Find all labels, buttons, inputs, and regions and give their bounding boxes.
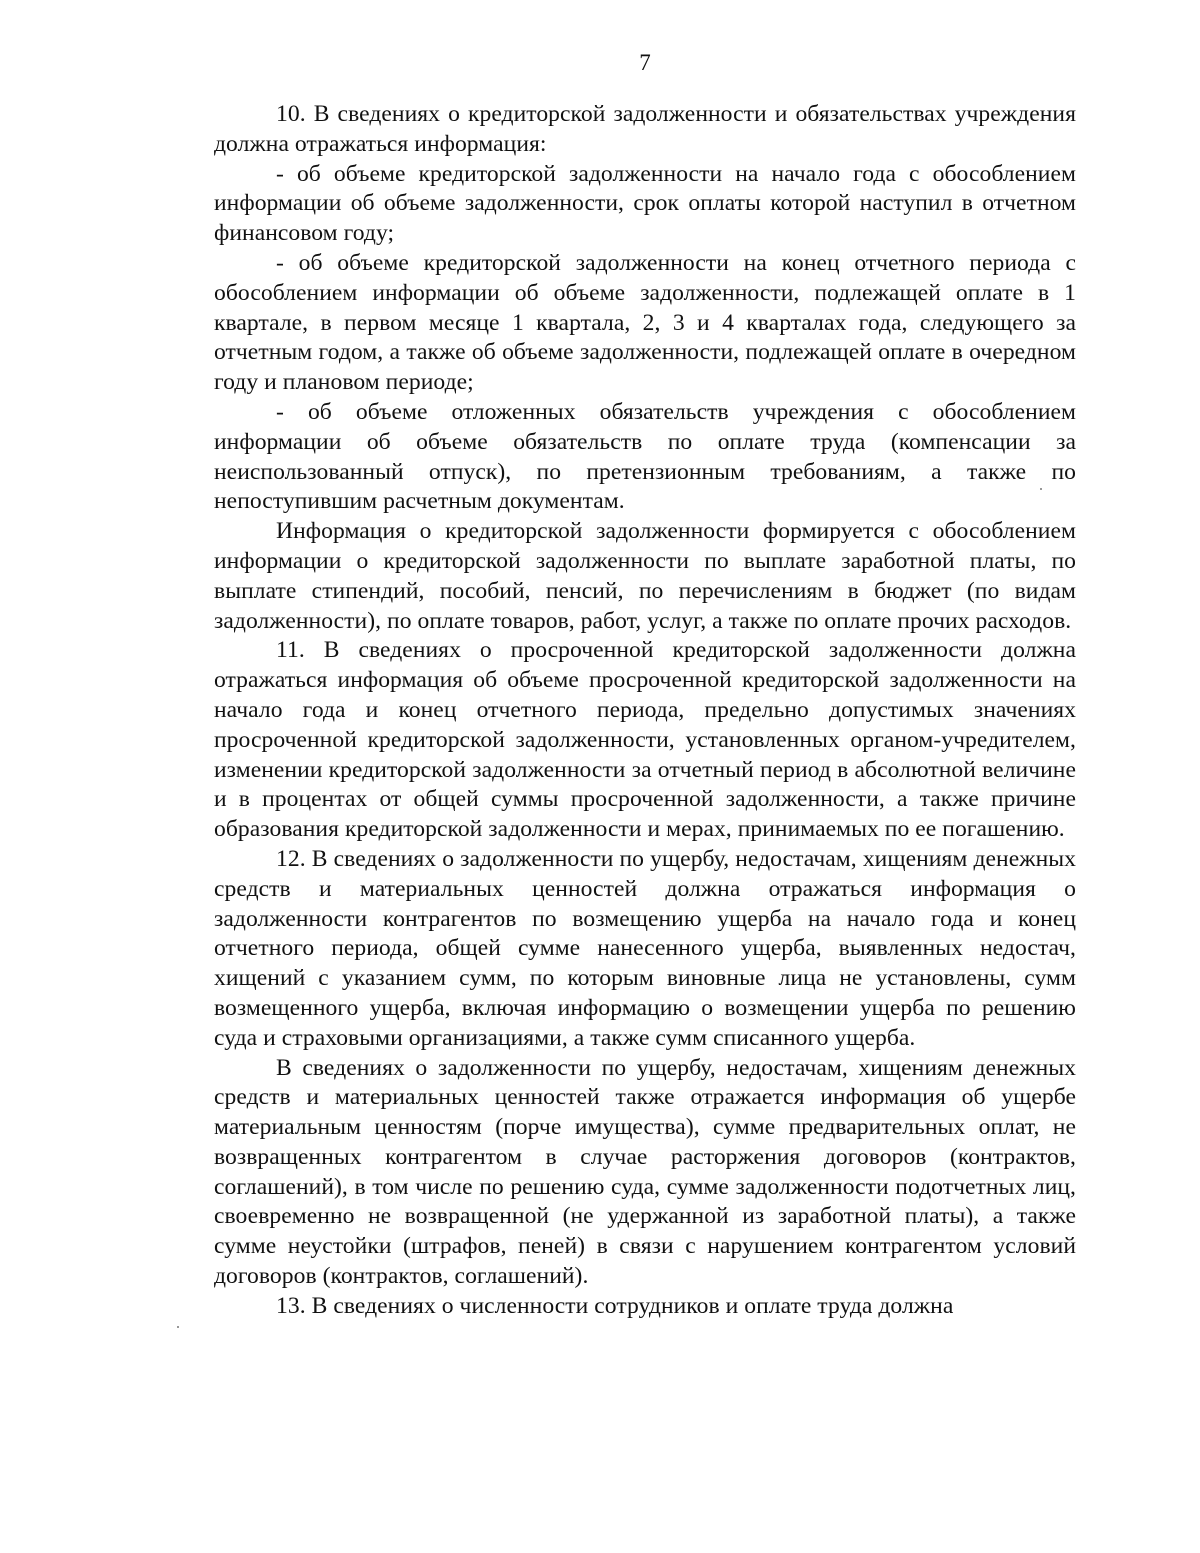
- paragraph-11: 11. В сведениях о просроченной кредиторской задолженности должна отражаться информация об объеме просроченной кредиторской задолженности на начало года и конец отчетного периода, предельно допустимых значениях просроченной кредиторской задолженности, установленных органом-учредителем, изменении кредиторской задолженности за отчетный период в абсолютной величине и в процентах от общей суммы просроченной задолженности, а также причине образования кредиторской задолженности и мерах, принимаемых по ее погашению.: [214, 637, 1076, 843]
- scan-speck: [177, 1326, 179, 1328]
- paragraph-10-item-end-of-period: - об объеме кредиторской задолженности на конец отчетного периода с обособлением информации об объеме задолженности, подлежащей оплате в 1 квартале, в первом месяце 1 квартала, 2, 3 и 4 кварталах года, следующего за отчетным годом, а также об объеме задолженности, подлежащей оплате в очередном году и плановом периоде;: [214, 249, 1076, 396]
- paragraph-10-item-start-of-year: - об объеме кредиторской задолженности на начало года с обособлением информации об объеме задолженности, срок оплаты которой наступил в отчетном финансовом году;: [214, 160, 1076, 247]
- document-body: [214, 100, 1076, 1322]
- paragraph-13: 13. В сведениях о численности сотрудников и оплате труда должна: [276, 1292, 954, 1319]
- paragraph-10-item-deferred-obligations: - об объеме отложенных обязательств учреждения с обособлением информации об объеме обязательств по оплате труда (компенсации за неиспользованный отпуск), по претензионным требованиям, а также по непоступившим расчетным документам.: [214, 398, 1076, 515]
- scan-speck: [1040, 488, 1042, 490]
- paragraph-12: 12. В сведениях о задолженности по ущербу, недостачам, хищениям денежных средств и материальных ценностей должна отражаться информация о задолженности контрагентов по возмещению ущерба на начало года и конец отчетного периода, общей сумме нанесенного ущерба, выявленных недостач, хищений с указанием сумм, по которым виновные лица не установлены, сумм возмещенного ущерба, включая информацию о возмещении ущерба по решению суда и страховыми организациями, а также сумм списанного ущерба.: [214, 845, 1076, 1051]
- paragraph-10-intro: 10. В сведениях о кредиторской задолженности и обязательствах учреждения должна отражаться информация:: [214, 101, 1076, 157]
- paragraph-12-continued: В сведениях о задолженности по ущербу, недостачам, хищениям денежных средств и материальных ценностей также отражается информация об ущербе материальным ценностям (порче имущества), сумме предварительных оплат, не возвращенных контрагентом в случае расторжения договоров (контрактов, соглашений), в том числе по решению суда, сумме задолженности подотчетных лиц, своевременно не возвращенной (не удержанной из заработной платы), а также сумме неустойки (штрафов, пеней) в связи с нарушением контрагентом условий договоров (контрактов, соглашений).: [214, 1054, 1076, 1290]
- paragraph-10-information: Информация о кредиторской задолженности формируется с обособлением информации о кредиторской задолженности по выплате заработной платы, по выплате стипендий, пособий, пенсий, по перечислениям в бюджет (по видам задолженности), по оплате товаров, работ, услуг, а также по оплате прочих расходов.: [214, 518, 1076, 634]
- page-number: 7: [639, 50, 651, 75]
